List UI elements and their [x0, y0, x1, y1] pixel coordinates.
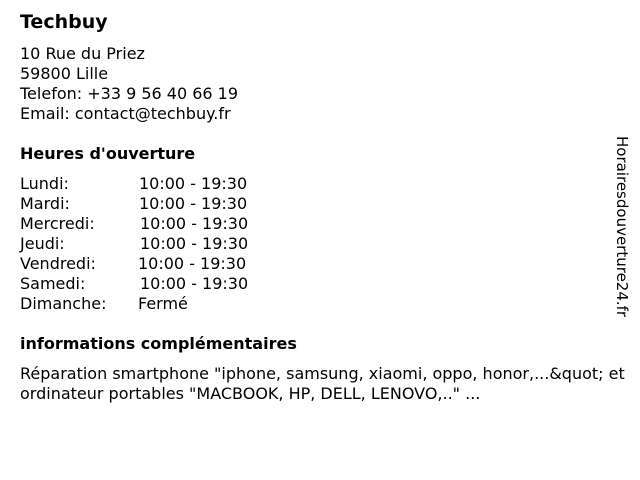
- opening-hours-table: [20, 174, 280, 314]
- day-label: Samedi:: [20, 274, 86, 293]
- day-label: Mercredi:: [20, 214, 95, 233]
- address-city: 59800 Lille: [20, 64, 109, 83]
- email-address: Email: contact@techbuy.fr: [20, 104, 231, 123]
- day-label: Dimanche:: [20, 294, 107, 313]
- hours-row-tuesday: [20, 194, 280, 214]
- time-range: Fermé: [138, 294, 188, 313]
- address-street: 10 Rue du Priez: [20, 44, 145, 63]
- business-name: Techbuy: [20, 11, 108, 33]
- additional-info-text: Réparation smartphone "iphone, samsung, xiaomi, oppo, honor,...&quot; et ordinateur portables "MACBOOK, HP, DELL, LENOVO,.." ...: [20, 364, 625, 403]
- hours-row-sunday: [20, 294, 280, 314]
- hours-row-friday: [20, 254, 280, 274]
- hours-row-monday: [20, 174, 280, 194]
- time-range: 10:00 - 19:30: [140, 274, 249, 293]
- hours-row-thursday: [20, 234, 280, 254]
- day-label: Jeudi:: [20, 234, 65, 253]
- time-range: 10:00 - 19:30: [139, 194, 248, 213]
- day-label: Mardi:: [20, 194, 70, 213]
- day-label: Vendredi:: [20, 254, 96, 273]
- phone-number: Telefon: +33 9 56 40 66 19: [20, 84, 239, 103]
- time-range: 10:00 - 19:30: [138, 254, 247, 273]
- opening-hours-heading: Heures d'ouverture: [20, 144, 196, 163]
- hours-row-wednesday: [20, 214, 280, 234]
- time-range: 10:00 - 19:30: [139, 174, 248, 193]
- time-range: 10:00 - 19:30: [140, 234, 249, 253]
- site-watermark: Horairesdouverture24.fr: [613, 136, 631, 318]
- time-range: 10:00 - 19:30: [140, 214, 249, 233]
- business-address: [20, 44, 238, 124]
- day-label: Lundi:: [20, 174, 69, 193]
- hours-row-saturday: [20, 274, 280, 294]
- additional-info-heading: informations complémentaires: [20, 334, 297, 353]
